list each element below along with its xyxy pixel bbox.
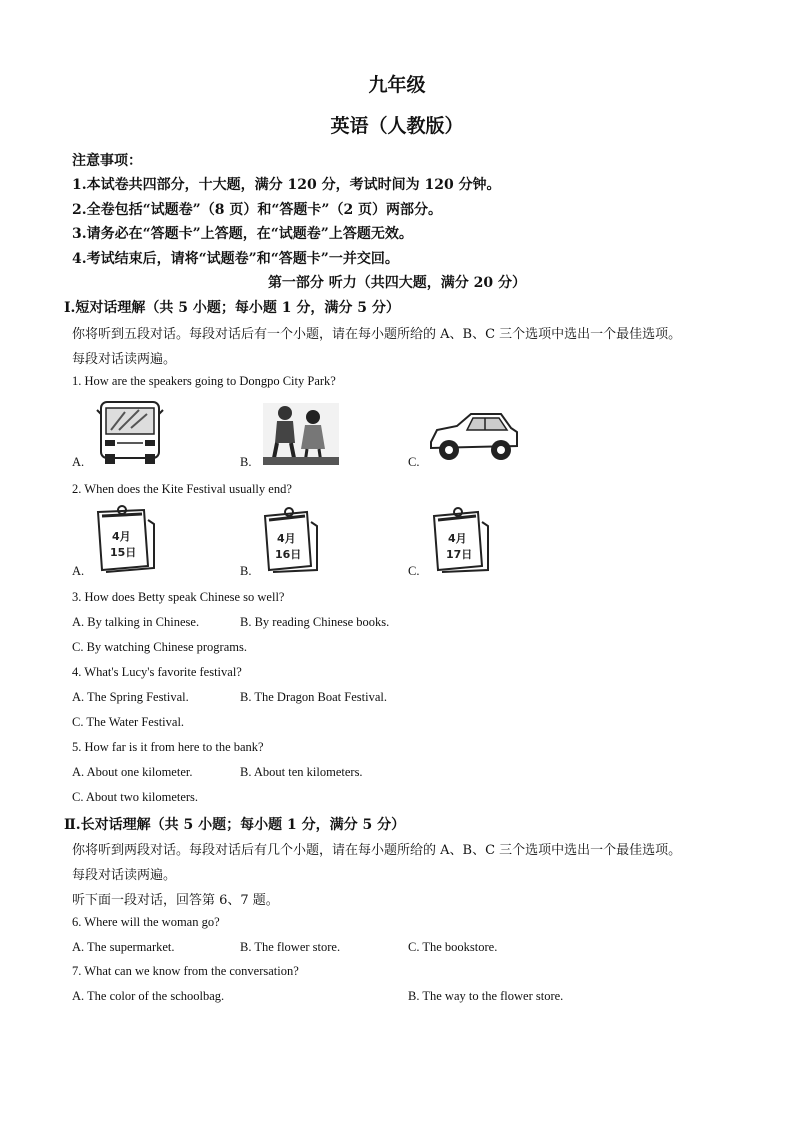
calendar-month: 4月 <box>448 532 467 545</box>
car-icon <box>427 410 521 465</box>
q5-option-c: C. About two kilometers. <box>72 790 199 804</box>
calendar-month: 4月 <box>112 530 131 543</box>
calendar-day: 17日 <box>446 548 473 561</box>
q2-label-b: B. <box>240 564 252 578</box>
q2-label-a: A. <box>72 564 85 578</box>
q4-option-a: A. The Spring Festival. <box>72 690 189 704</box>
section2-sub-instruction: 听下面一段对话，回答第 6、7 题。 <box>72 893 279 908</box>
q1-label-a: A. <box>72 455 85 469</box>
q2-label-c: C. <box>408 564 420 578</box>
q7-option-a: A. The color of the schoolbag. <box>72 989 225 1003</box>
section2-instruction-2: 每段对话读两遍。 <box>72 868 177 883</box>
question-1: 1. How are the speakers going to Dongpo City Park? <box>72 374 336 388</box>
q4-option-c: C. The Water Festival. <box>72 715 185 729</box>
calendar-day: 16日 <box>275 548 302 561</box>
q3-option-a: A. By talking in Chinese. <box>72 615 200 629</box>
question-4: 4. What's Lucy's favorite festival? <box>72 665 242 679</box>
note-item: 3.请务必在“答题卡”上答题，在“试题卷”上答题无效。 <box>72 226 413 242</box>
section1-instruction-2: 每段对话读两遍。 <box>72 352 177 367</box>
q3-option-c: C. By watching Chinese programs. <box>72 640 247 654</box>
q7-option-b: B. The way to the flower store. <box>408 989 564 1003</box>
calendar-icon <box>92 506 156 574</box>
grade-title: 九年级 <box>368 74 426 96</box>
question-7: 7. What can we know from the conversation? <box>72 964 299 978</box>
calendar-month: 4月 <box>277 532 296 545</box>
bus-icon <box>95 398 165 466</box>
q1-label-b: B. <box>240 455 252 469</box>
subject-title: 英语（人教版） <box>330 115 464 137</box>
notes-heading: 注意事项： <box>72 153 142 169</box>
part1-title: 第一部分 听力（共四大题，满分 20 分） <box>267 275 527 291</box>
section2-title: Ⅱ.长对话理解（共 5 小题；每小题 1 分，满分 5 分） <box>64 817 406 833</box>
q3-option-b: B. By reading Chinese books. <box>240 615 390 629</box>
section2-instruction: 你将听到两段对话。每段对话后有几个小题，请在每小题所给的 A、B、C 三个选项中选出一个最佳选项。 <box>72 843 682 858</box>
question-6: 6. Where will the woman go? <box>72 915 220 929</box>
q5-option-b: B. About ten kilometers. <box>240 765 363 779</box>
q6-option-c: C. The bookstore. <box>408 940 498 954</box>
q4-option-b: B. The Dragon Boat Festival. <box>240 690 387 704</box>
question-3: 3. How does Betty speak Chinese so well? <box>72 590 285 604</box>
question-5: 5. How far is it from here to the bank? <box>72 740 264 754</box>
calendar-icon <box>428 508 490 574</box>
q1-label-c: C. <box>408 455 420 469</box>
calendar-day: 15日 <box>110 546 137 559</box>
section1-title: Ⅰ.短对话理解（共 5 小题；每小题 1 分，满分 5 分） <box>64 300 400 316</box>
q6-option-b: B. The flower store. <box>240 940 341 954</box>
q5-option-a: A. About one kilometer. <box>72 765 193 779</box>
walking-people-icon <box>263 403 339 465</box>
section1-instruction: 你将听到五段对话。每段对话后有一个小题，请在每小题所给的 A、B、C 三个选项中选出一个最佳选项。 <box>72 327 682 342</box>
note-item: 1.本试卷共四部分，十大题，满分 120 分，考试时间为 120 分钟。 <box>72 177 501 193</box>
note-item: 4.考试结束后，请将“试题卷”和“答题卡”一并交回。 <box>72 251 399 267</box>
calendar-icon <box>259 508 319 574</box>
q6-option-a: A. The supermarket. <box>72 940 175 954</box>
note-item: 2.全卷包括“试题卷”（8 页）和“答题卡”（2 页）两部分。 <box>72 202 443 218</box>
question-2: 2. When does the Kite Festival usually end? <box>72 482 292 496</box>
